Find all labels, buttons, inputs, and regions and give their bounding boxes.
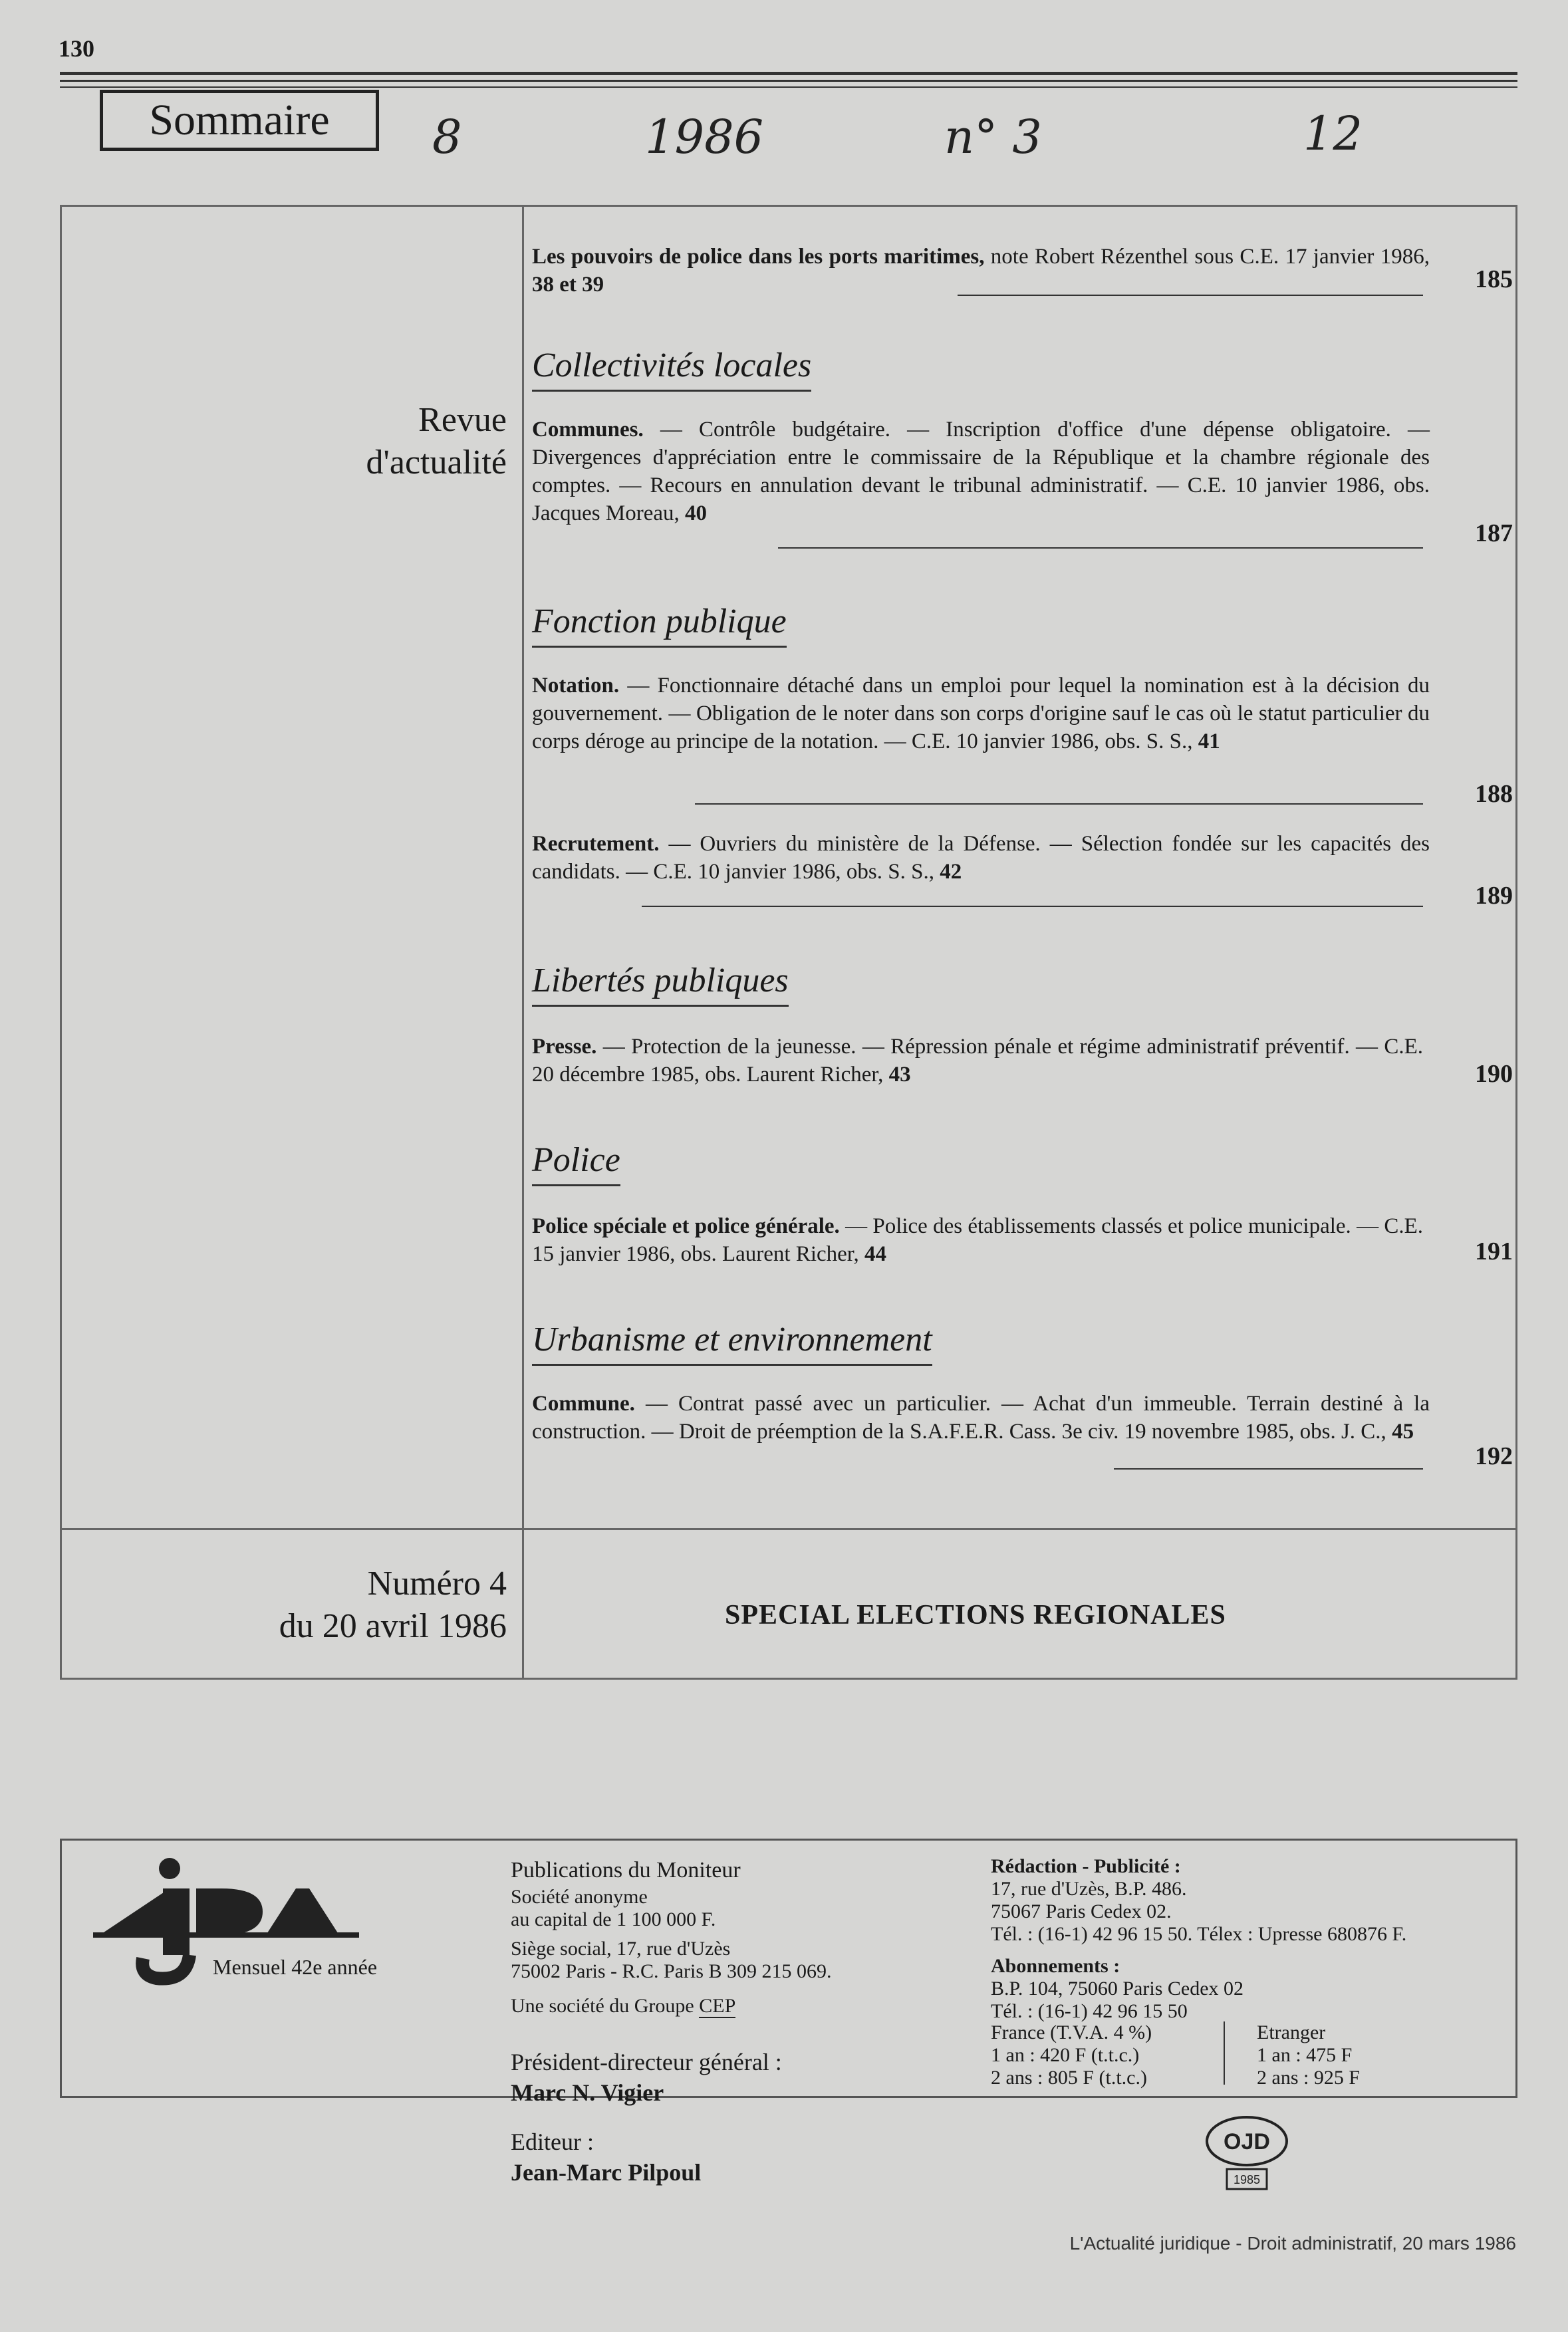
leader-1 [958, 295, 1423, 296]
publisher-rc: 75002 Paris - R.C. Paris B 309 215 069. [511, 1960, 832, 1982]
price-france-1an: 1 an : 420 F (t.t.c.) [991, 2044, 1140, 2066]
president-name: Marc N. Vigier [511, 2079, 664, 2106]
publisher-capital: au capital de 1 100 000 F. [511, 1908, 716, 1930]
redaction-city: 75067 Paris Cedex 02. [991, 1900, 1172, 1922]
entry-number: 41 [1198, 729, 1220, 753]
handwritten-note-4: 12 [1303, 106, 1363, 161]
entry-number: 42 [940, 860, 962, 884]
redaction-street: 17, rue d'Uzès, B.P. 486. [991, 1878, 1187, 1900]
special-heading: SPECIAL ELECTIONS REGIONALES [725, 1600, 1226, 1630]
publisher-type: Société anonyme [511, 1886, 648, 1908]
entry-number: 43 [888, 1063, 911, 1087]
toc-entry-5 [532, 1033, 1423, 1089]
page-ref-2: 187 [1475, 519, 1513, 547]
redaction-label: Rédaction - Publicité : [991, 1855, 1181, 1877]
price-france-2ans: 2 ans : 805 F (t.t.c.) [991, 2067, 1147, 2089]
leader-3 [695, 803, 1423, 805]
section-label-line1: Revue [418, 401, 507, 439]
entry-title: Presse. [532, 1035, 597, 1059]
toc-entry-6 [532, 1212, 1423, 1268]
entry-text: — Contrat passé avec un particulier. — Achat d'un immeuble. Terrain destiné à la construction. — Droit de préemption de la S.A.F.E.R. Cass. 3e civ. 19 novembre 1985, obs. J. C., [532, 1392, 1430, 1444]
entry-text: — Fonctionnaire détaché dans un emploi pour lequel la nomination est à la décision du gouvernement. — Obligation de le noter dans son corps d'origine sauf le cas où le statut particulier du corps déroge au principe de la notation. — C.E. 10 janvier 1986, obs. S. S., [532, 674, 1430, 753]
issue-info [199, 1563, 507, 1648]
top-rule-1 [60, 72, 1517, 75]
ojd-year: 1985 [1233, 2173, 1261, 2186]
entry-text: — Ouvriers du ministère de la Défense. — Sélection fondée sur les capacités des candidats. — C.E. 10 janvier 1986, obs. S. S., [532, 832, 1430, 884]
redaction-phone: Tél. : (16-1) 42 96 15 50. Télex : Upresse 680876 F. [991, 1923, 1407, 1945]
toc-entry-3 [532, 672, 1430, 755]
redaction-block [991, 1855, 1509, 2023]
footer-citation: L'Actualité juridique - Droit administratif, 20 mars 1986 [1069, 2233, 1516, 2254]
leader-4 [642, 906, 1423, 907]
price-etranger-1an: 1 an : 475 F [1257, 2044, 1353, 2066]
entry-title: Notation. [532, 674, 620, 698]
page-ref-5: 190 [1475, 1060, 1513, 1088]
section-title-fonction: Fonction publique [532, 602, 787, 648]
ojd-seal-icon [1197, 2108, 1297, 2194]
group-name: CEP [699, 1995, 736, 2017]
toc-entry-7 [532, 1390, 1430, 1446]
mensuel: Mensuel 42e année [213, 1955, 378, 1979]
toc-entry-4 [532, 830, 1430, 886]
entry-text: note Robert Rézenthel sous C.E. 17 janvier 1986, [984, 245, 1430, 269]
entry-title: Recrutement. [532, 832, 660, 856]
column-divider [522, 205, 524, 1680]
entry-text: — Protection de la jeunesse. — Répression pénale et régime administratif préventif. — C.E. 20 décembre 1985, obs. Laurent Richer, [532, 1035, 1423, 1087]
price-france [991, 2021, 1217, 2089]
editor-label: Editeur : [511, 2129, 594, 2155]
section-title-collectivites: Collectivités locales [532, 346, 811, 392]
section-title-libertes: Libertés publiques [532, 961, 789, 1007]
entry-number: 38 et 39 [532, 273, 604, 297]
group-label: Une société du Groupe [511, 1995, 694, 2017]
section-title-urbanisme: Urbanisme et environnement [532, 1320, 932, 1366]
issue-divider [60, 1528, 1517, 1530]
entry-title: Communes. [532, 418, 644, 442]
section-title-police: Police [532, 1140, 620, 1186]
page-ref-4: 189 [1475, 882, 1513, 910]
entry-text: — Contrôle budgétaire. — Inscription d'office d'une dépense obligatoire. — Divergences d'appréciation entre le commissaire de la République et la chambre régionale des comptes. — Recours en annulation devant le tribunal administratif. — C.E. 10 janvier 1986, obs. Jacques Moreau, [532, 418, 1430, 525]
issue-date: du 20 avril 1986 [279, 1607, 507, 1645]
editor-name: Jean-Marc Pilpoul [511, 2159, 702, 2186]
entry-title: Commune. [532, 1392, 635, 1416]
publisher-seat: Siège social, 17, rue d'Uzès [511, 1938, 731, 1960]
entry-number: 40 [685, 501, 708, 525]
ojd-seal-text: OJD [1224, 2129, 1270, 2154]
president-label: Président-directeur général : [511, 2049, 782, 2075]
abonnements-address: B.P. 104, 75060 Paris Cedex 02 [991, 1978, 1244, 2000]
entry-text: — Police des établissements classés et police municipale. — C.E. 15 janvier 1986, obs. Laurent Richer, [532, 1214, 1424, 1266]
top-rule-3 [60, 86, 1517, 88]
page-ref-3: 188 [1475, 780, 1513, 808]
issue-number: Numéro 4 [367, 1565, 507, 1603]
price-divider [1224, 2021, 1225, 2085]
page-number: 130 [59, 35, 94, 62]
price-etranger-2ans: 2 ans : 925 F [1257, 2067, 1361, 2089]
toc-entry-2 [532, 416, 1430, 527]
entry-number: 44 [864, 1242, 886, 1266]
price-france-label: France (T.V.A. 4 %) [991, 2021, 1152, 2043]
section-label-line2: d'actualité [366, 444, 507, 481]
price-etranger-label: Etranger [1257, 2021, 1326, 2043]
section-label [266, 399, 507, 484]
top-rule-2 [60, 80, 1517, 82]
president-block [511, 2047, 950, 2108]
handwritten-note-3: n° 3 [944, 110, 1042, 164]
page-ref-1: 185 [1475, 265, 1513, 293]
publisher-group [511, 1995, 950, 2017]
entry-title: Les pouvoirs de police dans les ports maritimes, [532, 245, 985, 269]
abonnements-phone: Tél. : (16-1) 42 96 15 50 [991, 2000, 1188, 2022]
page-ref-6: 191 [1475, 1237, 1513, 1265]
entry-number: 45 [1392, 1420, 1414, 1444]
abonnements-label: Abonnements : [991, 1955, 1120, 1977]
toc-entry-1 [532, 243, 1430, 299]
entry-title: Police spéciale et police générale. [532, 1214, 840, 1238]
leader-2 [778, 547, 1423, 549]
price-etranger [1257, 2021, 1456, 2089]
page-ref-7: 192 [1475, 1442, 1513, 1470]
publisher-name: Publications du Moniteur [511, 1858, 741, 1882]
publisher-block [511, 1855, 950, 2017]
editor-block [511, 2127, 950, 2188]
handwritten-note-1: 8 [432, 110, 462, 164]
leader-7 [1114, 1468, 1423, 1470]
handwritten-note-2: 1986 [645, 110, 764, 164]
sommaire-title: Sommaire [100, 90, 379, 151]
